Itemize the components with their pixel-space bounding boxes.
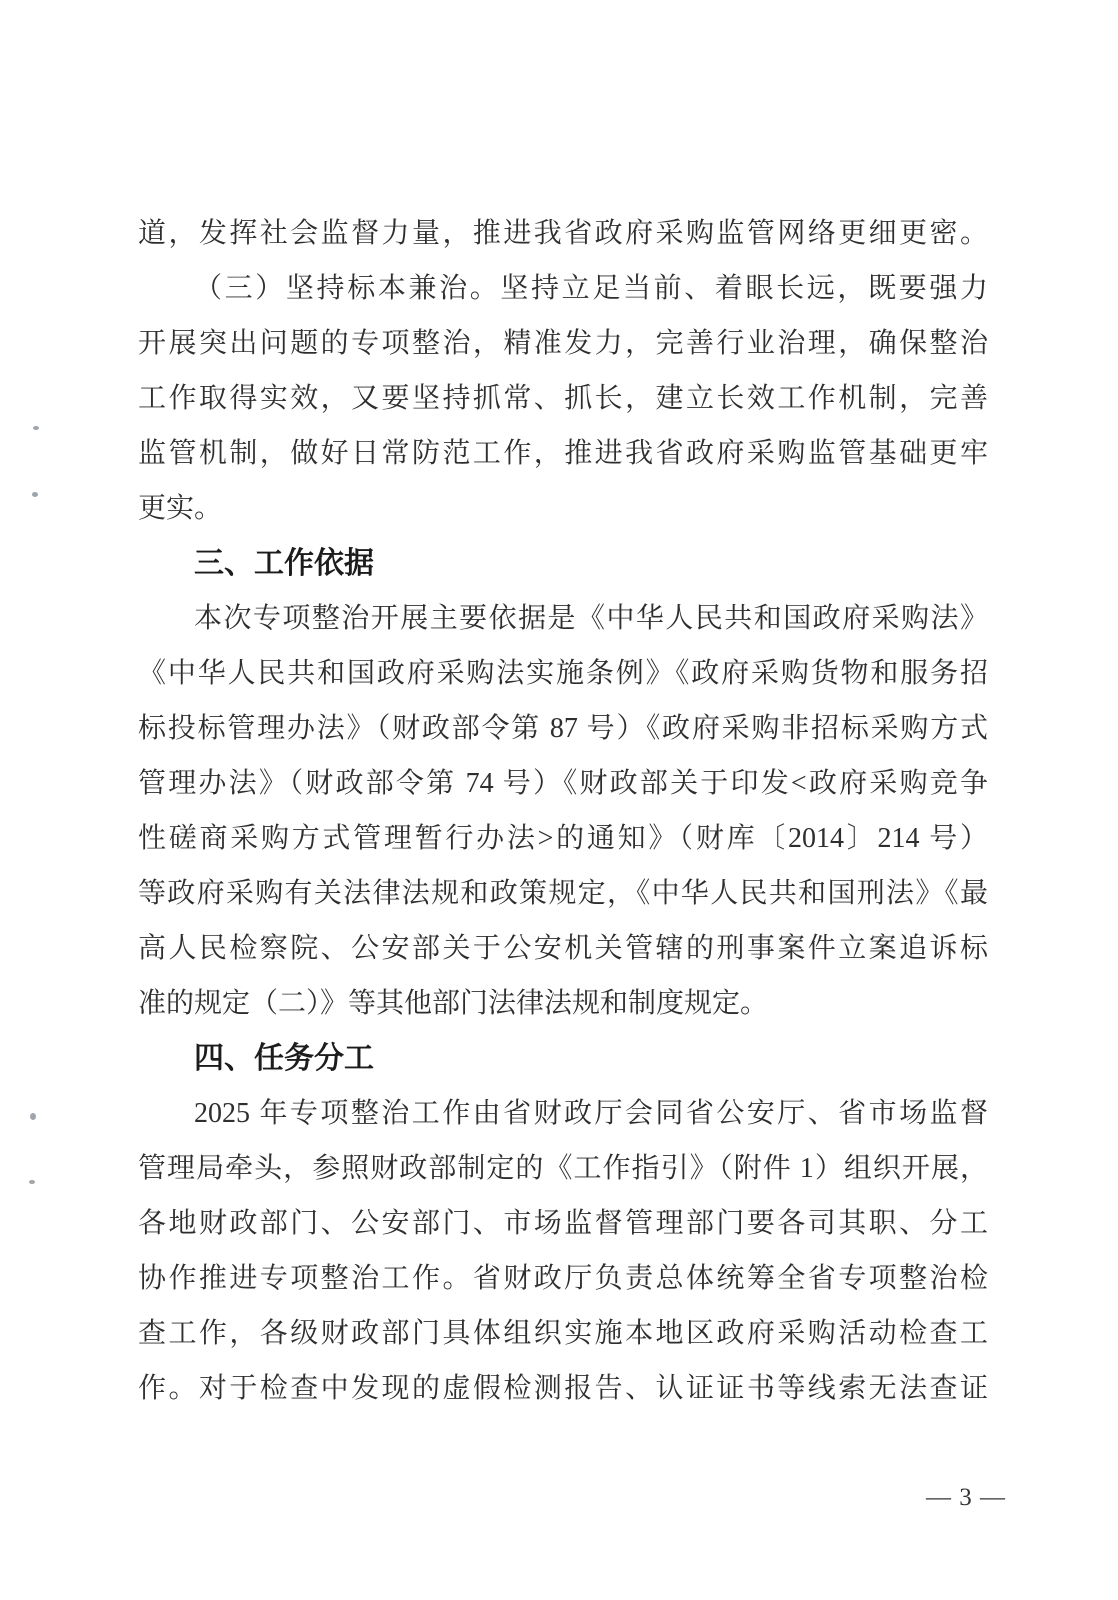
body-line: 道，发挥社会监督力量，推进我省政府采购监管网络更细更密。 xyxy=(138,218,988,249)
body-line: （三）坚持标本兼治。坚持立足当前、着眼长远，既要强力 xyxy=(194,273,988,304)
body-line: 查工作，各级财政部门具体组织实施本地区政府采购活动检查工 xyxy=(138,1318,988,1349)
body-line: 工作取得实效，又要坚持抓常、抓长，建立长效工作机制，完善 xyxy=(138,383,988,414)
body-line: 《中华人民共和国政府采购法实施条例》《政府采购货物和服务招 xyxy=(138,658,988,689)
body-line: 管理局牵头，参照财政部制定的《工作指引》（附件 1）组织开展， xyxy=(138,1153,988,1184)
section-heading-work-basis: 三、工作依据 xyxy=(194,547,374,580)
scan-speck xyxy=(32,492,38,497)
scan-speck xyxy=(30,1113,36,1120)
body-line: 2025 年专项整治工作由省财政厅会同省公安厅、省市场监督 xyxy=(194,1098,988,1129)
body-line: 作。对于检查中发现的虚假检测报告、认证证书等线索无法查证 xyxy=(138,1373,988,1404)
scan-speck xyxy=(29,1180,35,1184)
document-body xyxy=(138,206,988,1416)
section-heading-task-division: 四、任务分工 xyxy=(194,1042,374,1075)
body-line: 协作推进专项整治工作。省财政厅负责总体统筹全省专项整治检 xyxy=(138,1263,988,1294)
body-line: 性磋商采购方式管理暂行办法>的通知》（财库〔2014〕214 号） xyxy=(138,823,988,854)
body-line: 高人民检察院、公安部关于公安机关管辖的刑事案件立案追诉标 xyxy=(138,933,988,964)
body-line: 管理办法》（财政部令第 74 号）《财政部关于印发<政府采购竞争 xyxy=(138,768,988,799)
body-line: 各地财政部门、公安部门、市场监督管理部门要各司其职、分工 xyxy=(138,1208,988,1239)
body-line: 等政府采购有关法律法规和政策规定，《中华人民共和国刑法》《最 xyxy=(138,878,988,909)
body-line: 监管机制，做好日常防范工作，推进我省政府采购监管基础更牢 xyxy=(138,438,988,469)
body-line: 开展突出问题的专项整治，精准发力，完善行业治理，确保整治 xyxy=(138,328,988,359)
body-line: 准的规定（二）》等其他部门法律法规和制度规定。 xyxy=(138,988,769,1019)
body-line: 本次专项整治开展主要依据是《中华人民共和国政府采购法》 xyxy=(194,603,988,634)
body-line: 更实。 xyxy=(138,493,223,524)
scan-speck xyxy=(33,426,39,430)
body-line: 标投标管理办法》（财政部令第 87 号）《政府采购非招标采购方式 xyxy=(138,713,988,744)
page-number: — 3 — xyxy=(926,1484,1006,1511)
